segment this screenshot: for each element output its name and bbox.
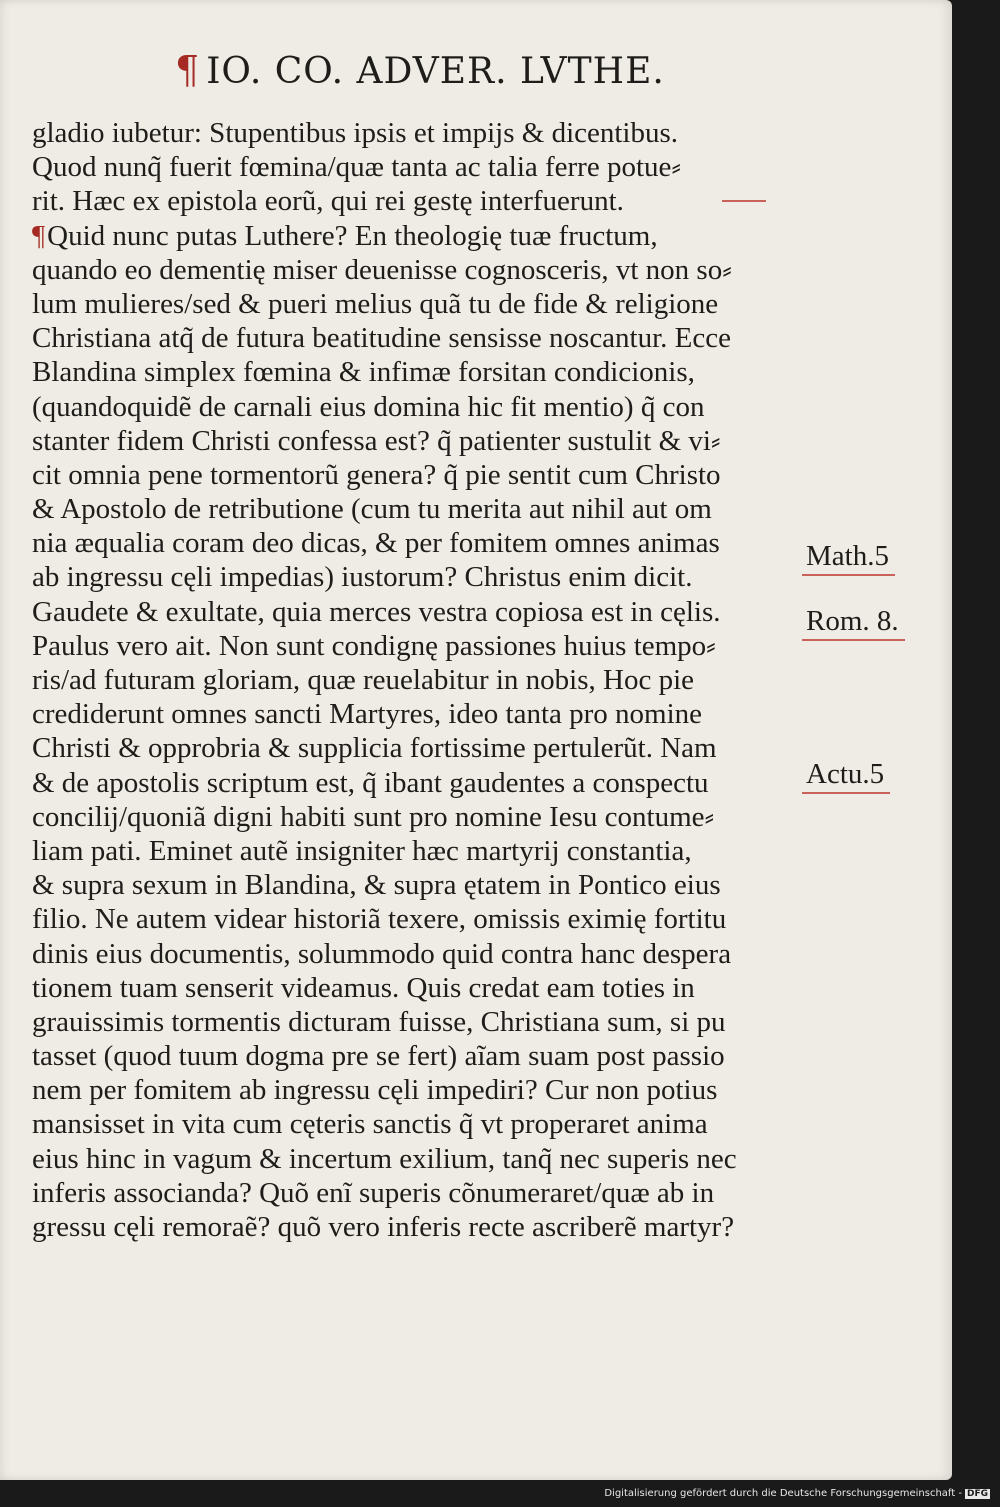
text-line: ab ingressu cęli impedias) iustorum? Christus enim dicit.: [32, 561, 693, 594]
text-line: nem per fomitem ab ingressu cęli impediri? Cur non potius: [32, 1074, 718, 1107]
text-line: tasset (quod tuum dogma pre se fert) aĩam suam post passio: [32, 1040, 725, 1073]
text-line: tionem tuam senserit videamus. Quis credat eam toties in: [32, 971, 695, 1004]
text-line: filio. Ne autem videar historiã texere, omissis eximię fortitu: [32, 903, 727, 936]
text-line: Quod nunq̃ fuerit fœmina/quæ tanta ac talia ferre potue⸗: [32, 151, 682, 184]
text-line: (quandoquidẽ de carnali eius domina hic fit mentio) q̃ con: [32, 390, 705, 423]
text-line: rit. Hæc ex epistola eorũ, qui rei gestę interfuerunt.: [32, 185, 624, 218]
red-underline-mark: [802, 574, 895, 576]
text-line: dinis eius documentis, solummodo quid contra hanc despera: [32, 937, 732, 970]
text-line: eius hinc in vagum & incertum exilium, tanq̃ nec superis nec: [32, 1142, 737, 1175]
text-line: inferis associanda? Quõ enĩ superis cõnumeraret/quæ ab in: [32, 1176, 715, 1209]
text-line: Paulus vero ait. Non sunt condignę passiones huius tempo⸗: [32, 629, 716, 662]
running-head-text: IO. CO. ADVER. LVTHE.: [206, 51, 665, 92]
red-underline-mark: [802, 792, 890, 794]
text-line: grauissimis tormentis dicturam fuisse, Christiana sum, si pu: [32, 1005, 726, 1038]
text-line: Christi & opprobria & supplicia fortissime pertulerũt. Nam: [32, 732, 717, 765]
text-line: mansisset in vita cum cęteris sanctis q̃ vt properaret anima: [32, 1108, 708, 1141]
running-head: [175, 48, 665, 92]
text-line: stanter fidem Christi confessa est? q̃ patienter sustulit & vi⸗: [32, 424, 721, 457]
margin-note-math: [806, 540, 889, 573]
red-underline-mark: [802, 639, 905, 641]
text-line: lum mulieres/sed & pueri melius quã tu de fide & religione: [32, 287, 719, 320]
footer-text: Digitalisierung gefördert durch die Deutsche Forschungsgemeinschaft -: [604, 1488, 962, 1499]
text-line: Christiana atq̃ de futura beatitudine sensisse noscantur. Ecce: [32, 322, 732, 355]
text-line: gressu cęli remoraẽ? quõ vero inferis recte ascriberẽ martyr?: [32, 1211, 735, 1243]
text-line: & de apostolis scriptum est, q̃ ibant gaudentes a conspectu: [32, 766, 709, 799]
text-line: & Apostolo de retributione (cum tu merita aut nihil aut om: [32, 493, 712, 526]
text-line: ris/ad futuram gloriam, quæ reuelabitur in nobis, Hoc pie: [32, 664, 695, 696]
text-line: & supra sexum in Blandina, & supra ętatem in Pontico eius: [32, 869, 721, 902]
text-line: Blandina simplex fœmina & infimæ forsitan condicionis,: [32, 356, 695, 389]
body-text: [32, 116, 792, 1244]
footer-credit: [604, 1488, 990, 1499]
text-line: [32, 219, 792, 253]
text-line: quando eo dementię miser deuenisse cognosceris, vt non so⸗: [32, 253, 732, 286]
text-line: crediderunt omnes sancti Martyres, ideo tanta pro nomine: [32, 698, 703, 731]
text-line: concilij/quoniã digni habiti sunt pro nomine Iesu contume⸗: [32, 800, 715, 833]
margin-note-actu: [806, 758, 884, 791]
text-line: gladio iubetur: Stupentibus ipsis et impijs & dicentibus.: [32, 117, 679, 149]
margin-note-text: Actu.5: [806, 758, 885, 790]
margin-note-text: Rom. 8.: [806, 605, 899, 637]
text-line: nia æqualia coram deo dicas, & per fomitem omnes animas: [32, 527, 720, 560]
margin-note-text: Math.5: [806, 540, 889, 572]
text-line-content: Quid nunc putas Luthere? En theologię tuæ fructum,: [47, 219, 658, 252]
pilcrow-icon: ¶: [175, 48, 201, 92]
red-underline-mark: [722, 200, 766, 202]
pilcrow-icon: [32, 220, 47, 252]
dfg-logo: DFG: [966, 1489, 988, 1499]
margin-note-rom: [806, 605, 899, 638]
text-line: Gaudete & exultate, quia merces vestra copiosa est in cęlis.: [32, 595, 721, 628]
text-line: liam pati. Eminet autẽ insigniter hæc martyrij constantia,: [32, 834, 692, 867]
text-line: cit omnia pene tormentorũ genera? q̃ pie sentit cum Christo: [32, 458, 721, 491]
